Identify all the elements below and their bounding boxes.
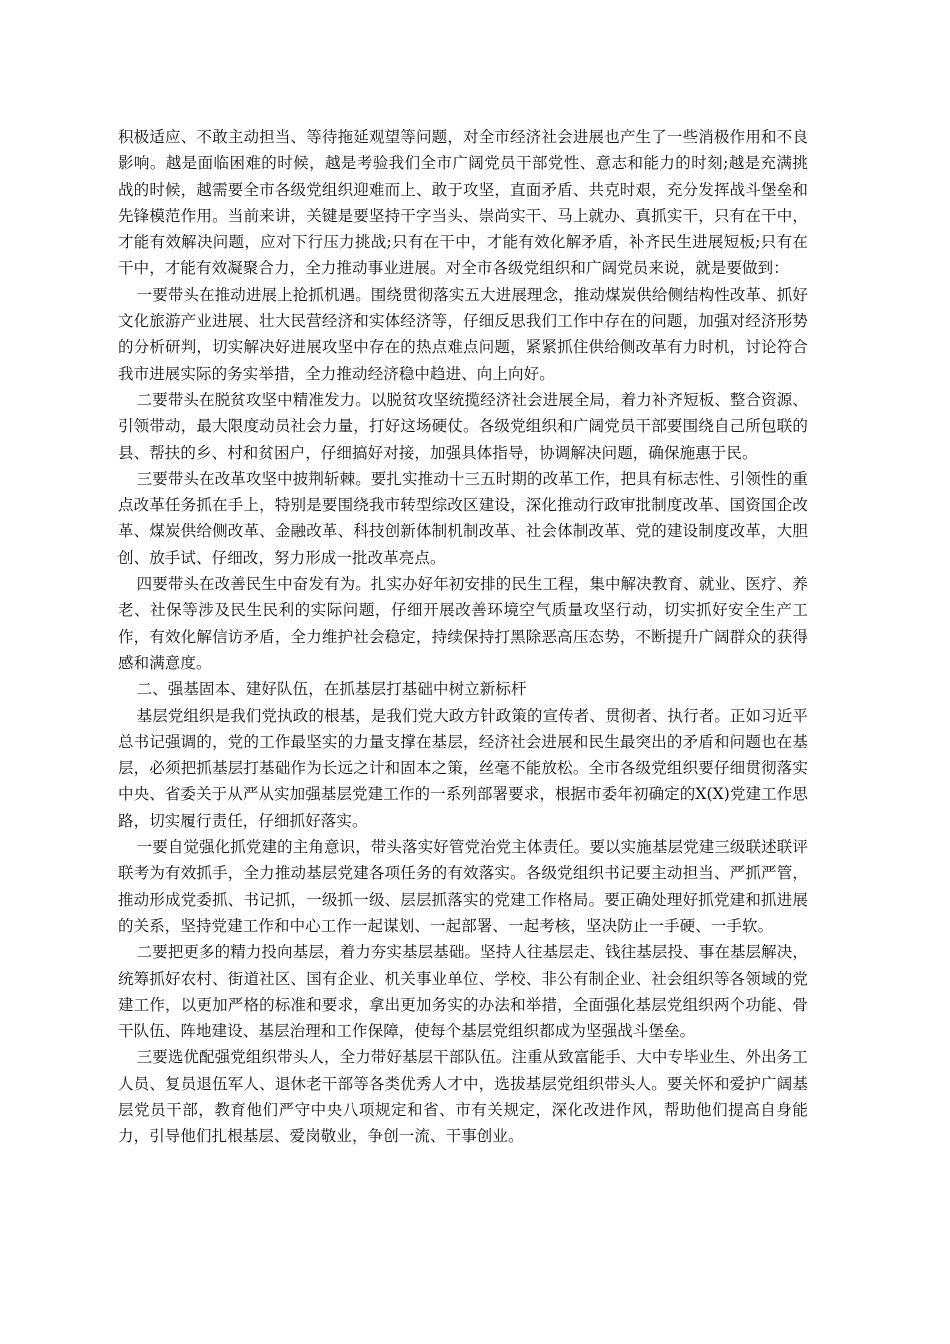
paragraph-item-1: 一要带头在推动进展上抢抓机遇。围绕贯彻落实五大进展理念，推动煤炭供给侧结构性改革、抓好文化旅游产业进展、壮大民营经济和实体经济等，仔细反思我们工作中存在的问题，加强对经济形势的分析研判，切实解决好进展攻坚中存在的热点难点问题，紧紧抓住供给侧改革有力时机，讨论符合我市进展实际的务实举措，全力推动经济稳中趋进、向上向好。: [118, 285, 808, 383]
paragraph-section-intro: 基层党组织是我们党执政的根基，是我们党大政方针政策的宣传者、贯彻者、执行者。正如习近平总书记强调的，党的工作最坚实的力量支撑在基层，经济社会进展和民生最突出的矛盾和问题也在基层，必须把抓基层打基础作为长远之计和固本之策，丝毫不能放松。全市各级党组织要仔细贯彻落实中央、省委关于从严从实加强基层党建工作的一系列部署要求，根据市委年初确定的X(X)党建工作思路，切实履行责任，仔细抓好落实。: [118, 706, 808, 830]
document-body: [118, 124, 808, 1150]
paragraph-section-item-2: 二要把更多的精力投向基层，着力夯实基层基础。坚持人往基层走、钱往基层投、事在基层解决，统筹抓好农村、街道社区、国有企业、机关事业单位、学校、非公有制企业、社会组织等各领域的党建工作，以更加严格的标准和要求，拿出更加务实的办法和举措，全面强化基层党组织两个功能、骨干队伍、阵地建设、基层治理和工作保障，使每个基层党组织都成为坚强战斗堡垒。: [118, 943, 808, 1041]
paragraph-item-3: 三要带头在改革攻坚中披荆斩棘。要扎实推动十三五时期的改革工作，把具有标志性、引领性的重点改革任务抓在手上，特别是要围绕我市转型综改区建设，深化推动行政审批制度改革、国资国企改革、煤炭供给侧改革、金融改革、科技创新体制机制改革、社会体制改革、党的建设制度改革，大胆创、放手试、仔细改，努力形成一批改革亮点。: [118, 469, 808, 567]
paragraph-section-item-1: 一要自觉强化抓党建的主角意识，带头落实好管党治党主体责任。要以实施基层党建三级联述联评联考为有效抓手，全力推动基层党建各项任务的有效落实。各级党组织书记要主动担当、严抓严管，推动形成党委抓、书记抓，一级抓一级、层层抓落实的党建工作格局。要正确处理好抓党建和抓进展的关系，坚持党建工作和中心工作一起谋划、一起部署、一起考核，坚决防止一手硬、一手软。: [118, 838, 808, 935]
paragraph-intro: 积极适应、不敢主动担当、等待拖延观望等问题，对全市经济社会进展也产生了一些消极作用和不良影响。越是面临困难的时候，越是考验我们全市广阔党员干部党性、意志和能力的时刻;越是充满挑战的时候，越需要全市各级党组织迎难而上、敢于攻坚，直面矛盾、共克时艰，充分发挥战斗堡垒和先锋模范作用。当前来讲，关键是要坚持干字当头、崇尚实干、马上就办、真抓实干，只有在干中，才能有效解决问题，应对下行压力挑战;只有在干中，才能有效化解矛盾，补齐民生进展短板;只有在干中，才能有效凝聚合力，全力推动事业进展。对全市各级党组织和广阔党员来说，就是要做到：: [118, 128, 808, 278]
paragraph-item-4: 四要带头在改善民生中奋发有为。扎实办好年初安排的民生工程，集中解决教育、就业、医疗、养老、社保等涉及民生民利的实际问题，仔细开展改善环境空气质量攻坚行动，切实抓好安全生产工作，有效化解信访矛盾，全力维护社会稳定，持续保持打黑除恶高压态势，不断提升广阔群众的获得感和满意度。: [118, 575, 808, 672]
paragraph-item-2: 二要带头在脱贫攻坚中精准发力。以脱贫攻坚统揽经济社会进展全局，着力补齐短板、整合资源、引领带动，最大限度动员社会力量，打好这场硬仗。各级党组织和广阔党员干部要围绕自己所包联的县、帮扶的乡、村和贫困户，仔细搞好对接，加强具体指导，协调解决问题，确保施惠于民。: [118, 390, 808, 462]
paragraph-section-item-3: 三要选优配强党组织带头人，全力带好基层干部队伍。注重从致富能手、大中专毕业生、外出务工人员、复员退伍军人、退休老干部等各类优秀人才中，选拔基层党组织带头人。要关怀和爱护广阔基层党员干部，教育他们严守中央八项规定和省、市有关规定，深化改进作风，帮助他们提高自身能力，引导他们扎根基层、爱岗敬业，争创一流、干事创业。: [118, 1048, 808, 1146]
section-heading: 二、强基固本、建好队伍，在抓基层打基础中树立新标杆: [136, 680, 527, 699]
